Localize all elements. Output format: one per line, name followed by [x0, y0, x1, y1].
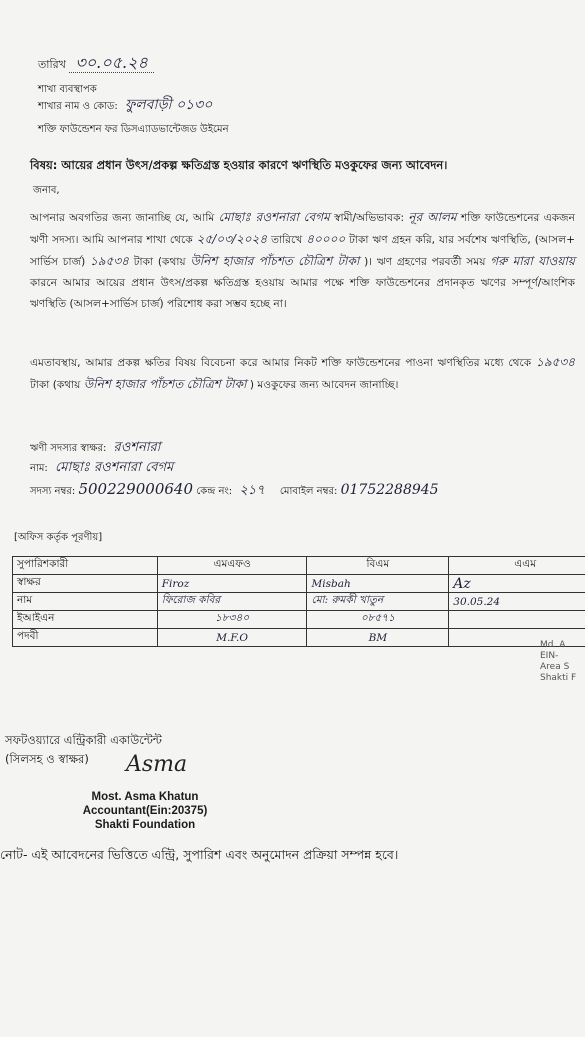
table-cell	[449, 611, 585, 629]
member-name: মোছাঃ রওশনারা বেগম	[54, 460, 174, 475]
table-cell: ০৮৫৭১	[307, 611, 449, 629]
p1-text-1: আপনার অবগতির জন্য জানাচ্ছি যে, আমি	[30, 212, 215, 224]
date-value: ৩০.০৫.২৪	[69, 53, 154, 73]
table-row	[13, 593, 585, 611]
p1-text-7: )। ঋণ গ্রহণের পরবর্তী সময়	[364, 256, 486, 268]
p2-amount-words-2: চৌত্রিশ টাকা	[186, 377, 247, 391]
table-row	[13, 575, 585, 593]
p1-guardian: নূর আলম	[408, 210, 457, 224]
p1-text-5: টাকা ঋণ গ্রহন করি, যার সর্বশেষ ঋণস্থিতি, (আসল+ সার্ভিস চার্জ)	[30, 234, 575, 268]
table-header-cell: এমএফও	[157, 557, 307, 575]
accountant-signature: Asma	[126, 752, 188, 777]
member-number-line	[30, 482, 580, 499]
p1-text-3: শক্তি ফাউন্ডেশনের একজন ঋণী সদস্য। আমি আপনার শাখা থেকে	[30, 212, 575, 246]
branch-manager: শাখা ব্যবস্থাপক	[38, 84, 97, 95]
table-row	[13, 629, 585, 647]
table-header-row	[13, 557, 585, 575]
member-no: 500229000640	[78, 480, 193, 498]
table-cell: Az	[449, 575, 585, 593]
p2-amount-words-1: উনিশ হাজার পাঁচশত	[83, 377, 184, 391]
paragraph-1	[30, 207, 575, 315]
table-row	[13, 611, 585, 629]
accountant-seal	[70, 790, 220, 832]
member-no-label: সদস্য নম্বর:	[30, 486, 76, 497]
stamp-line: Shakti F	[540, 673, 577, 683]
office-table	[12, 556, 585, 647]
table-cell: ফিরোজ কবির	[157, 593, 307, 611]
office-stamp	[540, 640, 576, 684]
footnote: নোট- এই আবেদনের ভিত্তিতে এন্ট্রি, সুপারিশ এবং অনুমোদন প্রক্রিয়া সম্পন্ন হবে।	[0, 847, 399, 862]
p1-name: মোছাঃ রওশনারা বেগম	[218, 210, 330, 224]
p1-loan-date: ২৫/০৩/২০২৪	[196, 232, 268, 246]
member-sig-label: ঋণী সদস্যর স্বাক্ষর:	[30, 443, 107, 454]
office-caption: [অফিস কর্তৃক পূরণীয়]	[14, 532, 103, 543]
table-cell: ১৮৩৪০	[157, 611, 307, 629]
row-label: ইআইএন	[13, 611, 158, 629]
table-cell: 30.05.24	[449, 593, 585, 611]
date-line	[38, 55, 154, 72]
p1-text-4: তারিখে	[271, 234, 303, 246]
salutation: জনাব,	[33, 185, 60, 196]
table-cell: Misbah	[307, 575, 449, 593]
p1-text-6: টাকা (কথায়	[133, 256, 186, 268]
stamp-line: EIN-	[540, 651, 559, 661]
table-cell: Firoz	[157, 575, 307, 593]
p1-balance: ১৯৫৩৪	[90, 254, 129, 268]
member-signature: রওশনারা	[113, 440, 161, 455]
paragraph-2	[30, 352, 575, 396]
member-name-line	[30, 460, 173, 476]
software-line-1: সফটওয়্যারে এন্ট্রিকারী একাউন্টেন্ট	[5, 733, 162, 747]
row-label: স্বাক্ষর	[13, 575, 158, 593]
row-label: নাম	[13, 593, 158, 611]
p1-balance-words: উনিশ হাজার পাঁচশত চৌত্রিশ টাকা	[190, 254, 360, 268]
org-name: শক্তি ফাউন্ডেশন ফর ডিসএ্যাডভান্টেজড উইমেন	[38, 124, 229, 135]
table-cell: মো: রুমকী খাতুন	[307, 593, 449, 611]
table-cell: BM	[307, 629, 449, 647]
software-line-2: (সিলসহ ও স্বাক্ষর)	[5, 752, 89, 766]
table-header-cell: এএম	[449, 557, 585, 575]
accountant-org: Shakti Foundation	[94, 819, 196, 831]
table-header-cell: বিএম	[307, 557, 449, 575]
row-label: পদবী	[13, 629, 158, 647]
mobile-label: মোবাইল নম্বর:	[279, 486, 338, 497]
p1-loan-amount: ৪০০০০	[306, 232, 346, 246]
member-signature-line	[30, 440, 160, 456]
table-cell: M.F.O	[157, 629, 307, 647]
stamp-line: Area S	[540, 662, 570, 672]
branch-value: ফুলবাড়ী ০১৩০	[124, 97, 213, 113]
date-label: তারিখ	[38, 58, 66, 71]
accountant-name: Most. Asma Khatun	[91, 791, 199, 803]
subject: বিষয়: আয়ের প্রধান উৎস/প্রকল্প ক্ষতিগ্রস্ত হওয়ার কারণে ঋণস্থিতি মওকুফের জন্য আবেদন।	[30, 158, 448, 172]
p1-text-8: কারনে আমার আয়ের প্রধান উৎস/প্রকল্প ক্ষতিগ্রস্ত হওয়ায় আমার পক্ষে শক্তি ফাউন্ডেশনের প্রদানকৃত ঋণের সম্পূর্ণ/আংশিক ঋণস্থিতি (আসল+সার্ভিস চার্জ) পরিশোধ করা সম্ভব হচ্ছে না।	[30, 277, 575, 310]
p1-text-2: স্বামী/অভিভাবক:	[334, 212, 405, 224]
mobile-no: 01752288945	[340, 482, 439, 498]
stamp-line: Md. A	[540, 640, 566, 650]
table-header-cell: সুপারিশকারী	[13, 557, 158, 575]
accountant-title: Accountant(Ein:20375)	[82, 805, 208, 817]
p2-text-2: টাকা (কথায়	[30, 379, 81, 391]
p1-reason: গরু মারা যাওয়ায়	[490, 254, 575, 268]
p2-text-1: এমতাবস্থায়, আমার প্রকল্প ক্ষতির বিষয় বিবেচনা করে আমার নিকট শক্তি ফাউন্ডেশনের পাওনা ঋণস্থিতির মধ্যে থেকে	[30, 357, 532, 369]
member-name-label: নাম:	[30, 463, 48, 474]
branch-label: শাখার নাম ও কোড:	[38, 101, 118, 112]
center-no: ২১৭	[239, 483, 265, 498]
p2-amount: ১৯৫৩৪	[536, 355, 575, 369]
branch-line	[38, 98, 212, 114]
p2-text-3: ) মওকুফের জন্য আবেদন জানাচ্ছি।	[249, 379, 399, 391]
center-label: কেন্দ্র নং:	[196, 486, 233, 497]
